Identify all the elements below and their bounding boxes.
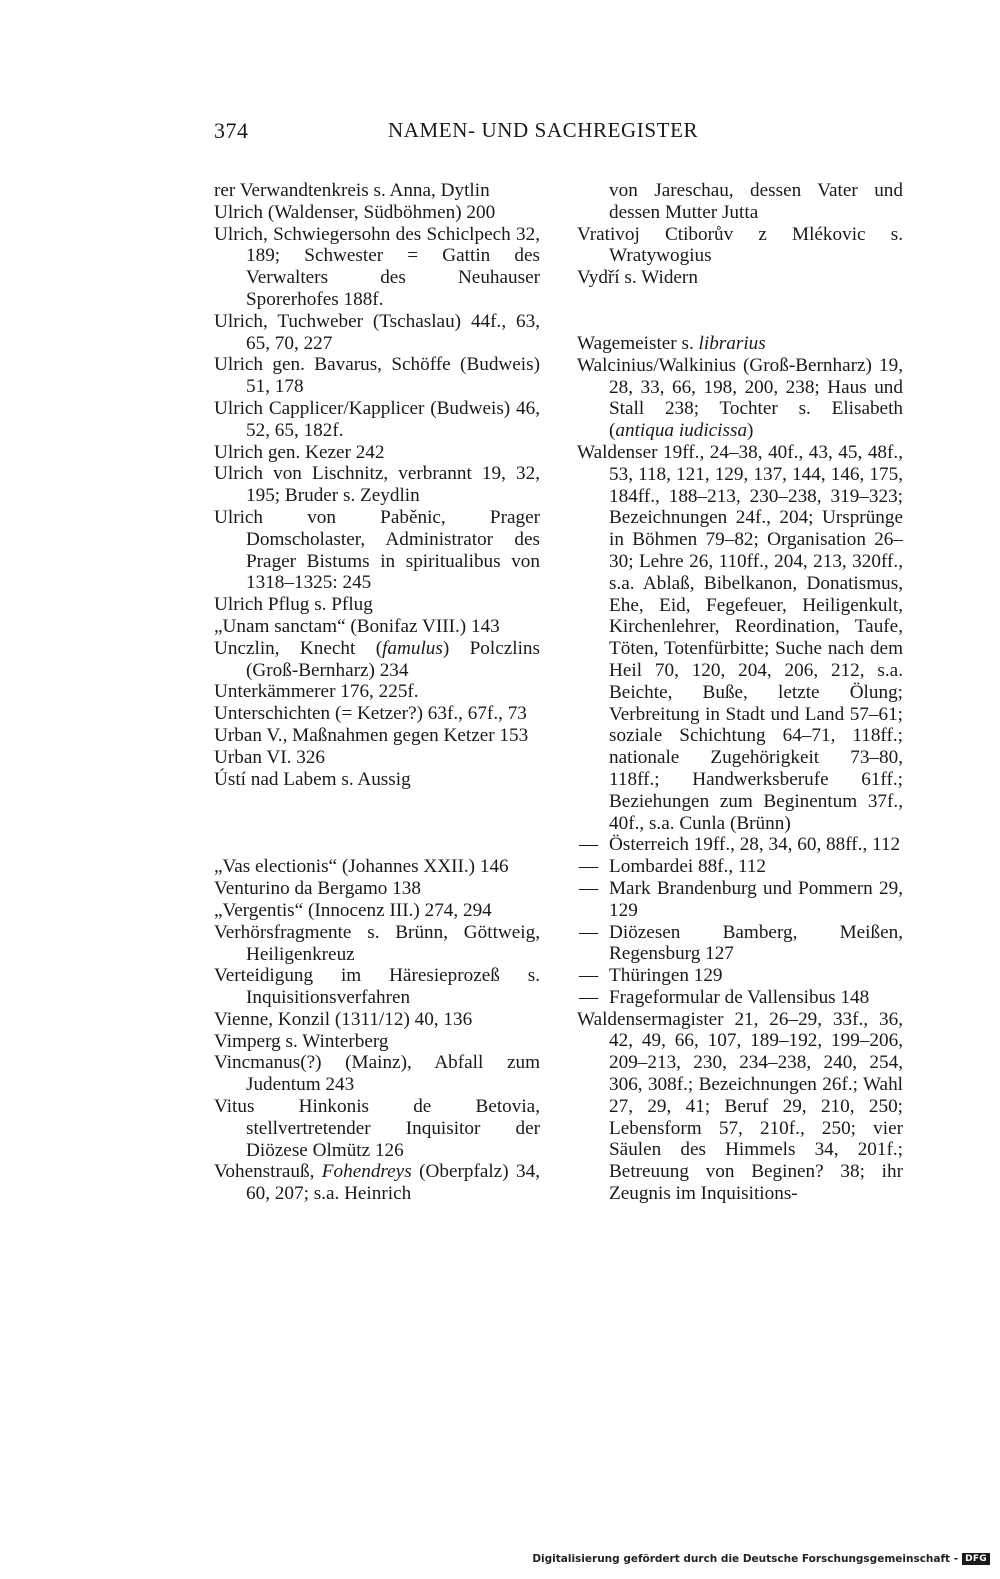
index-entry: Vydří s. Widern <box>577 267 698 289</box>
subentry-text: Frageformular de Vallensibus 148 <box>609 986 870 1008</box>
index-entry: rer Verwandtenkreis s. Anna, Dytlin <box>214 180 490 201</box>
index-subentry <box>577 856 903 878</box>
index-entry: Vrativoj Ctiborův z Mlékovic s. Wratywogius <box>577 223 903 267</box>
index-entry: Urban V., Maßnahmen gegen Ketzer 153 <box>214 724 529 746</box>
index-entry: Vincmanus(?) (Mainz), Abfall zum Judentum 243 <box>214 1052 540 1096</box>
index-entry: Ulrich Pflug s. Pflug <box>214 594 373 616</box>
entry-text: ) Polczlins (Groß-Bernharz) 234 <box>246 637 540 681</box>
index-entry: Verteidigung im Häresieprozeß s. Inquisitionsverfahren <box>214 965 540 1009</box>
entry-text: Unczlin, Knecht ( <box>214 637 383 659</box>
index-entry: Ulrich, Tuchweber (Tschaslau) 44f., 63, 65, 70, 227 <box>214 310 540 354</box>
dash-marker: — <box>579 921 599 943</box>
index-entry: „Vas electionis“ (Johannes XXII.) 146 <box>214 856 509 878</box>
index-subentry <box>577 987 903 1009</box>
index-column-right <box>577 180 903 1205</box>
index-entry: Vitus Hinkonis de Betovia, stellvertretender Inquisitor der Diözese Olmütz 126 <box>214 1096 540 1161</box>
entry-italic: famulus <box>382 637 443 659</box>
section-gap <box>214 790 540 856</box>
index-entry: Vienne, Konzil (1311/12) 40, 136 <box>214 1008 473 1030</box>
index-subentry <box>577 834 903 856</box>
index-entry: Ulrich von Paběnic, Prager Domscholaster, Administrator des Prager Bistums in spiritualibus von 1318–1325: 245 <box>214 506 540 594</box>
index-entry: „Vergentis“ (Innocenz III.) 274, 294 <box>214 899 492 921</box>
index-entry: Venturino da Bergamo 138 <box>214 878 421 900</box>
index-entry: Ústí nad Labem s. Aussig <box>214 768 411 790</box>
page-title: NAMEN- UND SACHREGISTER <box>388 118 699 142</box>
index-entry: Ulrich (Waldenser, Südböhmen) 200 <box>214 201 496 223</box>
entry-text: ) <box>747 420 754 442</box>
entry-text: Vohenstrauß, <box>214 1161 322 1183</box>
digitization-footer <box>532 1553 990 1565</box>
index-subentry <box>577 965 903 987</box>
subentry-text: Österreich 19ff., 28, 34, 60, 88ff., 112 <box>609 834 901 856</box>
entry-text: Wagemeister s. <box>577 332 699 354</box>
index-subentry <box>577 878 903 922</box>
index-entry: Ulrich Capplicer/Kapplicer (Budweis) 46, 52, 65, 182f. <box>214 397 540 441</box>
entry-italic: Fohendreys <box>321 1161 412 1183</box>
index-entry: Unterkämmerer 176, 225f. <box>214 681 419 703</box>
entry-text: (Oberpfalz) 34, 60, 207; s.a. Heinrich <box>246 1161 540 1205</box>
index-entry: Ulrich von Lischnitz, verbrannt 19, 32, 195; Bruder s. Zeydlin <box>214 463 540 507</box>
subentry-text: Lombardei 88f., 112 <box>609 856 767 878</box>
dash-marker: — <box>579 856 599 878</box>
index-entry: Ulrich gen. Bavarus, Schöffe (Budweis) 51, 178 <box>214 354 540 398</box>
index-entry: Waldensermagister 21, 26–29, 33f., 36, 42, 49, 66, 107, 189–192, 199–206, 209–213, 230, 234–238, 240, 254, 306, 308f.; Bezeichnungen 26f.; Wahl 27, 29, 41; Beruf 29, 210, 250; Lebensform 57, 210f., 250; vier Säulen des Himmels 34, 201f.; Betreuung von Beginen? 38; ihr Zeugnis im Inquisitions- <box>577 1008 903 1205</box>
entry-italic: antiqua iudicissa <box>615 420 748 442</box>
index-entry-continuation: von Jareschau, dessen Vater und dessen Mutter Jutta <box>609 180 903 223</box>
index-entry <box>214 1161 540 1205</box>
page-number: 374 <box>214 118 249 143</box>
subentry-text: Thüringen 129 <box>609 965 723 987</box>
index-entry: Urban VI. 326 <box>214 746 326 768</box>
subentry-text: Diözesen Bamberg, Meißen, Regensburg 127 <box>609 921 903 965</box>
index-entry: Verhörsfragmente s. Brünn, Göttweig, Heiligenkreuz <box>214 921 540 965</box>
index-entry: Vimperg s. Winterberg <box>214 1030 389 1052</box>
index-entry: „Unam sanctam“ (Bonifaz VIII.) 143 <box>214 615 500 637</box>
index-entry <box>214 638 540 682</box>
dash-marker: — <box>579 986 599 1008</box>
index-entry <box>577 355 903 442</box>
section-gap <box>577 289 903 333</box>
entry-text: Walcinius/Walkinius (Groß-Bernharz) 19, 28, 33, 66, 198, 200, 238; Haus und Stall 238; Tochter s. Elisabeth ( <box>577 354 903 442</box>
index-entry: Unterschichten (= Ketzer?) 63f., 67f., 73 <box>214 703 527 725</box>
entry-italic: librarius <box>698 332 766 354</box>
index-column-left <box>214 180 540 1205</box>
index-entry: Ulrich, Schwiegersohn des Schiclpech 32, 189; Schwester = Gattin des Verwalters des Neuhauser Sporerhofes 188f. <box>214 223 540 310</box>
footer-text: Digitalisierung gefördert durch die Deutsche Forschungsgemeinschaft - <box>532 1553 959 1565</box>
subentry-text: Mark Brandenburg und Pommern 29, 129 <box>609 877 903 921</box>
index-subentry <box>577 922 903 966</box>
index-entry: Ulrich gen. Kezer 242 <box>214 441 385 463</box>
dash-marker: — <box>579 965 599 987</box>
dash-marker: — <box>579 877 599 899</box>
dash-marker: — <box>579 834 599 856</box>
index-entry <box>577 333 903 355</box>
index-entry: Waldenser 19ff., 24–38, 40f., 43, 45, 48f., 53, 118, 121, 129, 137, 144, 146, 175, 184ff., 188–213, 230–238, 319–323; Bezeichnungen 24f., 204; Ursprünge in Böhmen 79–82; Organisation 26–30; Lehre 26, 110ff., 204, 213, 320ff., s.a. Ablaß, Bibelkanon, Donatismus, Ehe, Eid, Fegefeuer, Heiligenkult, Kirchenlehrer, Reordination, Taufe, Töten, Totenfürbitte; Suche nach dem Heil 70, 120, 204, 206, 212, s.a. Beichte, Buße, letzte Ölung; Verbreitung in Stadt und Land 57–61; soziale Schichtung 64–71, 118ff.; nationale Zugehörigkeit 73–80, 118ff.; Handwerksberufe 61ff.; Beziehungen zum Beginentum 37f., 40f., s.a. Cunla (Brünn) <box>577 441 903 834</box>
dfg-logo: DFG <box>962 1553 990 1565</box>
